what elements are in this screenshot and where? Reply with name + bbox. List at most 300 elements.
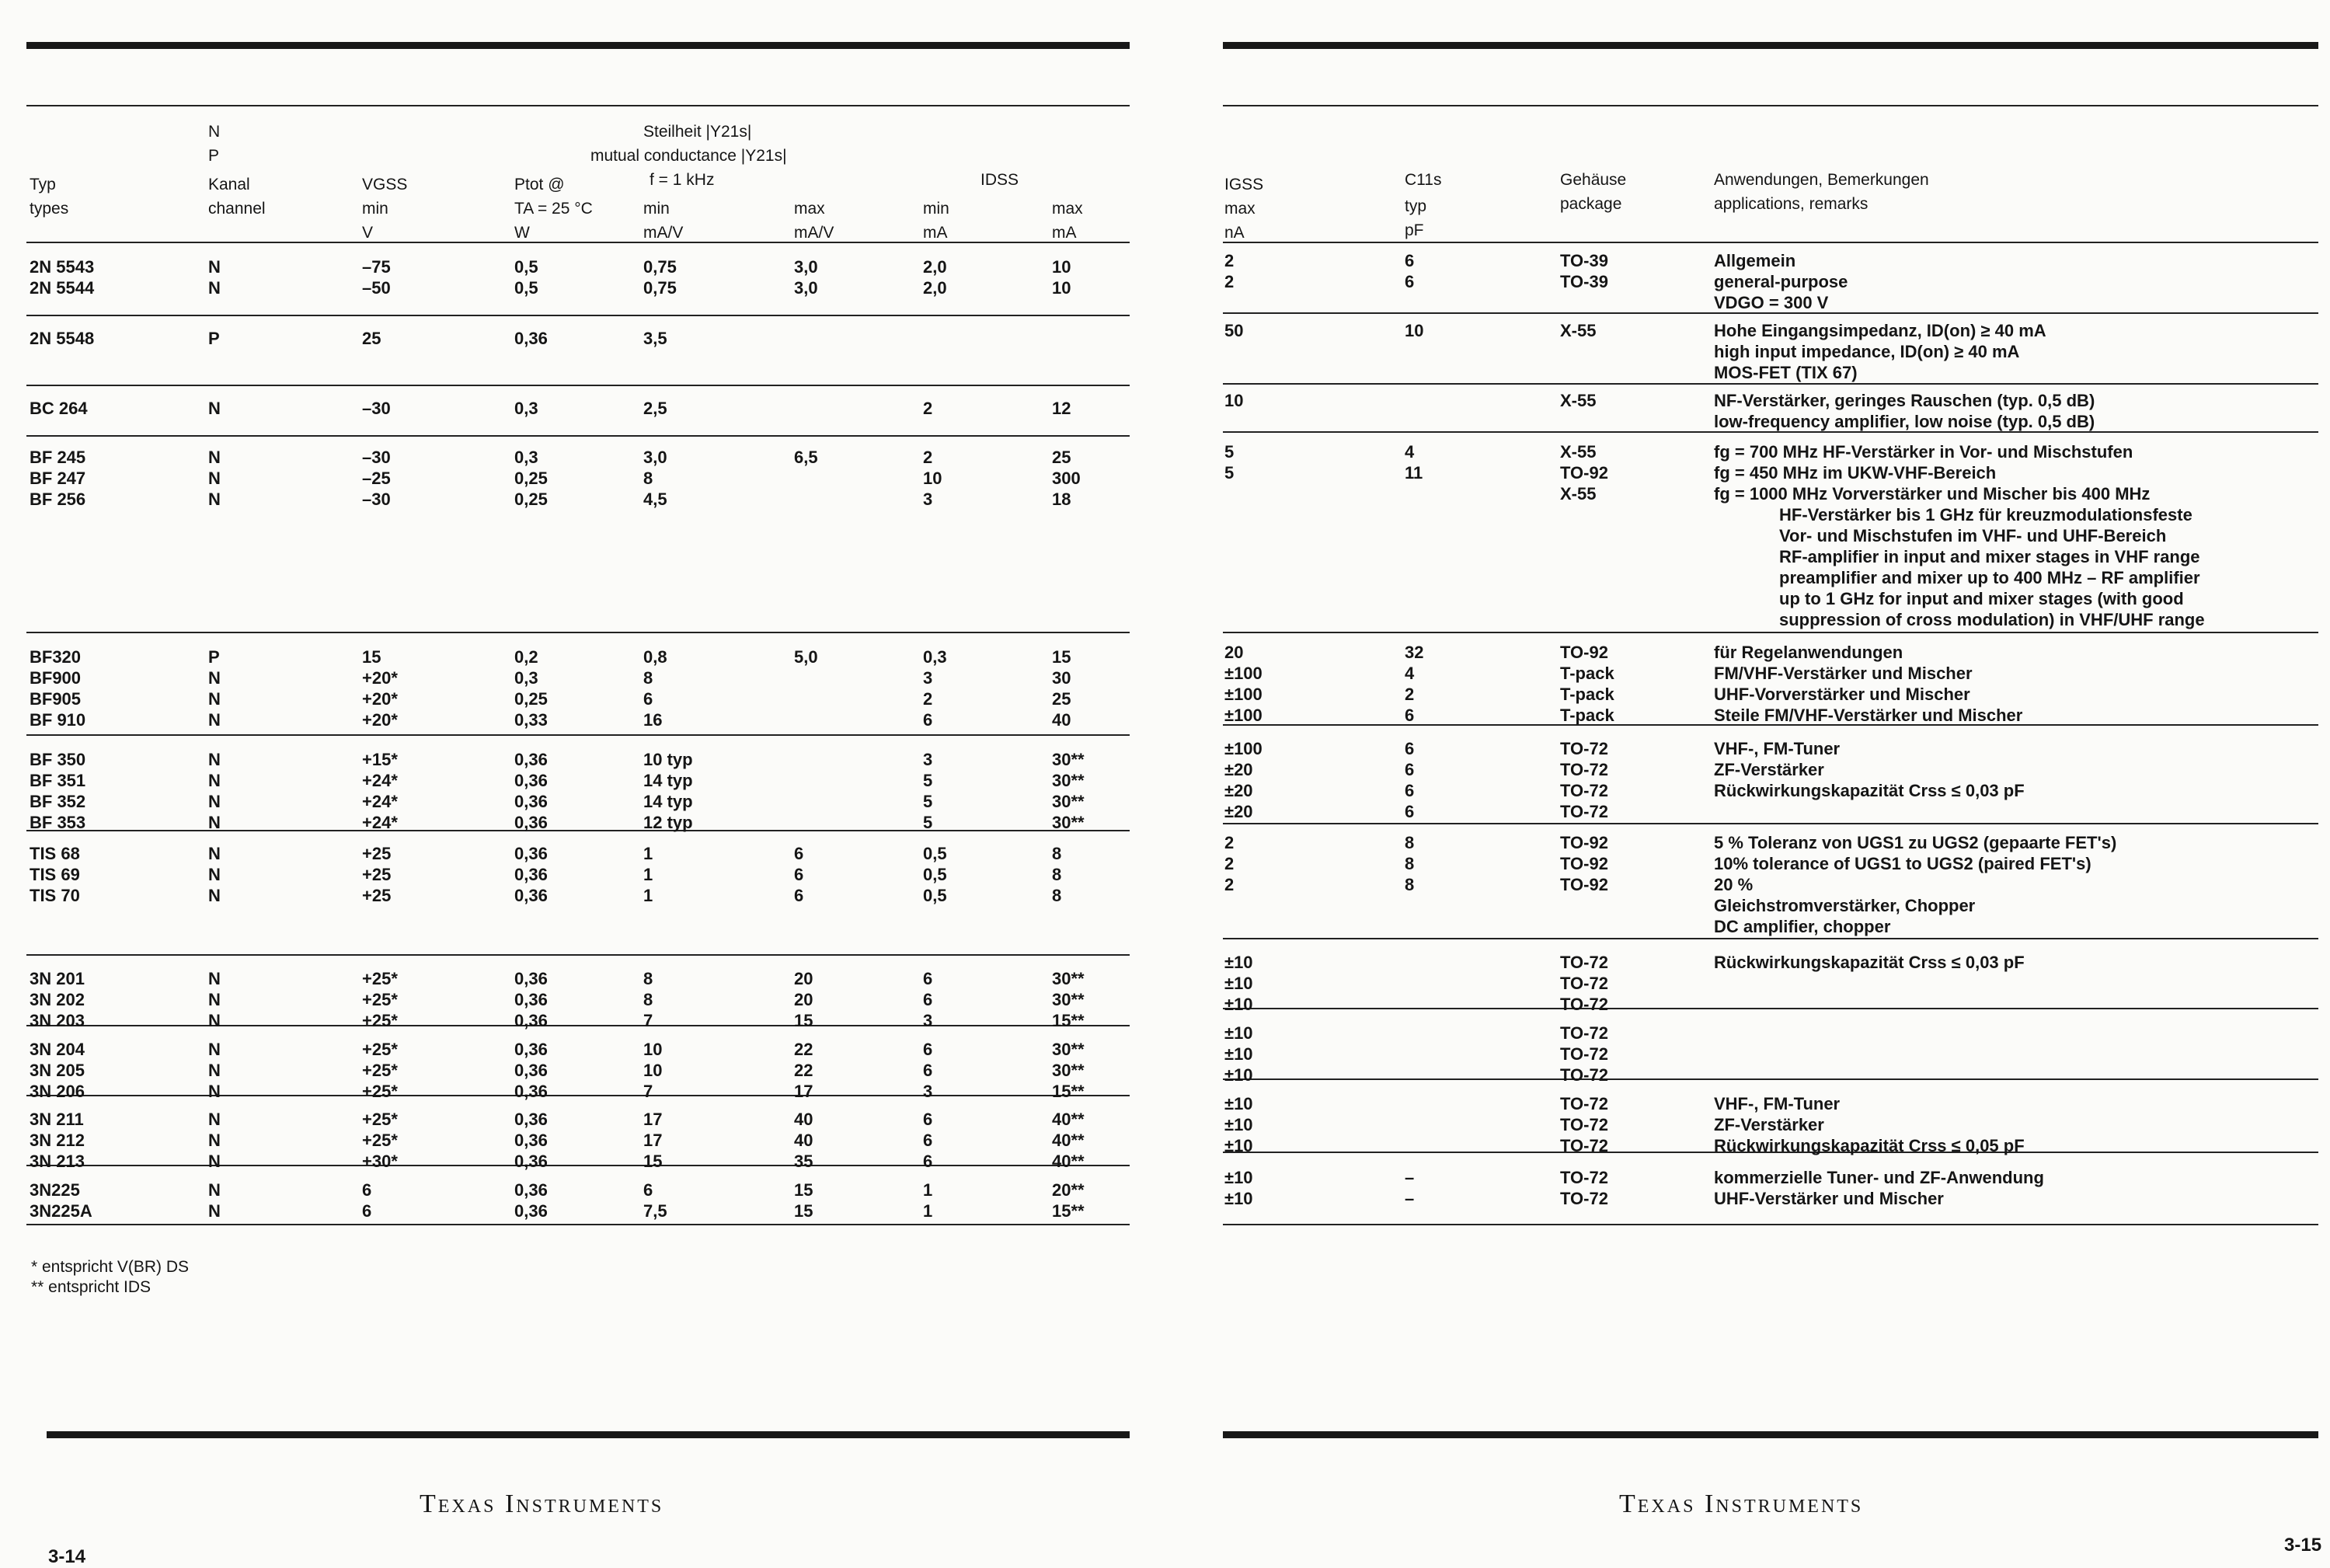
y21s-min-cell: 10 [643, 1061, 663, 1080]
vgss-cell: –50 [362, 278, 391, 298]
type-cell: 3N 202 [30, 990, 85, 1009]
header-y-max-unit: mA/V [794, 224, 834, 242]
igss-cell: ±10 [1224, 1168, 1253, 1187]
ptot-cell: 0,5 [514, 257, 538, 277]
idss-min-cell: 2,0 [923, 278, 947, 298]
y21s-max-cell: 6,5 [794, 448, 818, 467]
package-cell: TO-72 [1560, 760, 1608, 779]
header-freq: f = 1 kHz [650, 171, 715, 189]
type-cell: BC 264 [30, 399, 88, 418]
remarks-cell: ZF-Verstärker [1714, 760, 1824, 779]
header-kanal: Kanal [208, 176, 250, 193]
header-i-max: max [1052, 200, 1083, 218]
remarks-cell: preamplifier and mixer up to 400 MHz – RF amplifier [1779, 568, 2200, 587]
group-rule [26, 242, 1130, 243]
ptot-cell: 0,36 [514, 792, 548, 811]
idss-max-cell: 30** [1052, 792, 1085, 811]
c11s-cell: – [1405, 1168, 1415, 1187]
idss-max-cell: 15** [1052, 1082, 1085, 1101]
ptot-cell: 0,3 [514, 399, 538, 418]
igss-cell: 2 [1224, 833, 1235, 852]
y21s-min-cell: 3,0 [643, 448, 667, 467]
c11s-cell: 8 [1405, 854, 1415, 873]
y21s-min-cell: 0,75 [643, 278, 677, 298]
igss-cell: ±10 [1224, 1136, 1253, 1155]
y21s-max-cell: 6 [794, 886, 804, 905]
y21s-min-cell: 1 [643, 865, 653, 884]
header-applications: applications, remarks [1714, 195, 1869, 213]
channel-cell: N [208, 1152, 221, 1171]
y21s-max-cell: 40 [794, 1131, 813, 1150]
y21s-min-cell: 1 [643, 844, 653, 863]
idss-min-cell: 3 [923, 668, 933, 688]
remarks-cell: up to 1 GHz for input and mixer stages (with good [1779, 589, 2184, 608]
package-cell: TO-72 [1560, 1115, 1608, 1134]
idss-max-cell: 30** [1052, 813, 1085, 832]
idss-min-cell: 3 [923, 490, 933, 509]
remarks-cell: low-frequency amplifier, low noise (typ. 0,5 dB) [1714, 412, 2095, 431]
group-rule [1223, 1078, 2318, 1080]
bottom-bar [1223, 1431, 2318, 1438]
idss-min-cell: 3 [923, 1082, 933, 1101]
header-ta: TA = 25 °C [514, 200, 593, 218]
bottom-bar [47, 1431, 1130, 1438]
y21s-min-cell: 17 [643, 1131, 663, 1150]
igss-cell: ±10 [1224, 1065, 1253, 1085]
type-cell: 2N 5548 [30, 329, 95, 348]
y21s-min-cell: 14 typ [643, 771, 693, 790]
channel-cell: N [208, 969, 221, 988]
idss-max-cell: 30** [1052, 771, 1085, 790]
package-cell: TO-72 [1560, 1044, 1608, 1064]
header-ptot-unit: W [514, 224, 530, 242]
y21s-min-cell: 17 [643, 1110, 663, 1129]
remarks-cell: für Regelanwendungen [1714, 643, 1903, 662]
remarks-cell: 20 % [1714, 875, 1754, 894]
remarks-cell: fg = 450 MHz im UKW-VHF-Bereich [1714, 463, 1997, 483]
package-cell: X-55 [1560, 442, 1597, 462]
type-cell: 3N 204 [30, 1040, 85, 1059]
header-top-rule [1223, 105, 2318, 106]
igss-cell: ±20 [1224, 781, 1253, 800]
type-cell: 3N 213 [30, 1152, 85, 1171]
header-p: P [208, 147, 220, 165]
package-cell: TO-72 [1560, 1065, 1608, 1085]
vgss-cell: +25* [362, 969, 398, 988]
idss-min-cell: 6 [923, 1152, 933, 1171]
y21s-min-cell: 8 [643, 969, 653, 988]
type-cell: BF 350 [30, 750, 86, 769]
group-rule [26, 315, 1130, 316]
idss-min-cell: 0,5 [923, 844, 947, 863]
remarks-cell: HF-Verstärker bis 1 GHz für kreuzmodulationsfeste [1779, 505, 2192, 524]
vgss-cell: –30 [362, 490, 391, 509]
ptot-cell: 0,36 [514, 771, 548, 790]
idss-max-cell: 12 [1052, 399, 1071, 418]
remarks-cell: DC amplifier, chopper [1714, 917, 1891, 936]
group-rule [1223, 823, 2318, 824]
vgss-cell: 25 [362, 329, 381, 348]
group-rule [1223, 383, 2318, 385]
idss-min-cell: 6 [923, 969, 933, 988]
header-anwendungen: Anwendungen, Bemerkungen [1714, 171, 1929, 189]
package-cell: TO-92 [1560, 875, 1608, 894]
idss-min-cell: 2 [923, 399, 933, 418]
channel-cell: N [208, 1011, 221, 1030]
package-cell: TO-72 [1560, 1189, 1608, 1208]
igss-cell: ±20 [1224, 802, 1253, 821]
group-rule [26, 1025, 1130, 1026]
package-cell: TO-72 [1560, 802, 1608, 821]
footnote-1: * entspricht V(BR) DS [31, 1258, 190, 1276]
c11s-cell: 6 [1405, 251, 1415, 270]
type-cell: TIS 69 [30, 865, 80, 884]
header-package: package [1560, 195, 1622, 213]
ptot-cell: 0,36 [514, 1131, 548, 1150]
group-rule [26, 385, 1130, 386]
vgss-cell: –75 [362, 257, 391, 277]
header-i-max-unit: mA [1052, 224, 1077, 242]
package-cell: X-55 [1560, 484, 1597, 504]
type-cell: BF 256 [30, 490, 86, 509]
igss-cell: 2 [1224, 251, 1235, 270]
ptot-cell: 0,36 [514, 1201, 548, 1221]
type-cell: 2N 5543 [30, 257, 95, 277]
y21s-min-cell: 6 [643, 1180, 653, 1200]
type-cell: 3N 205 [30, 1061, 85, 1080]
idss-max-cell: 40 [1052, 710, 1071, 730]
idss-max-cell: 40** [1052, 1131, 1085, 1150]
idss-max-cell: 40** [1052, 1152, 1085, 1171]
group-rule [26, 632, 1130, 633]
package-cell: TO-72 [1560, 1023, 1608, 1043]
idss-min-cell: 5 [923, 792, 933, 811]
header-vgss: VGSS [362, 176, 408, 193]
channel-cell: N [208, 257, 221, 277]
vgss-cell: +25* [362, 1110, 398, 1129]
vgss-cell: +25* [362, 1131, 398, 1150]
idss-min-cell: 2,0 [923, 257, 947, 277]
ptot-cell: 0,36 [514, 1110, 548, 1129]
vgss-cell: +25* [362, 990, 398, 1009]
channel-cell: P [208, 647, 220, 667]
header-igss-max: max [1224, 200, 1256, 218]
header-y-min-unit: mA/V [643, 224, 684, 242]
package-cell: TO-72 [1560, 953, 1608, 972]
vgss-cell: +15* [362, 750, 398, 769]
y21s-min-cell: 2,5 [643, 399, 667, 418]
header-vgss-unit: V [362, 224, 374, 242]
group-rule [26, 1165, 1130, 1166]
channel-cell: N [208, 813, 221, 832]
remarks-cell: suppression of cross modulation) in VHF/UHF range [1779, 610, 2205, 629]
idss-max-cell: 25 [1052, 689, 1071, 709]
vgss-cell: +25* [362, 1040, 398, 1059]
ptot-cell: 0,25 [514, 689, 548, 709]
package-cell: TO-72 [1560, 1136, 1608, 1155]
channel-cell: N [208, 865, 221, 884]
header-c11s: C11s [1405, 171, 1442, 189]
ptot-cell: 0,33 [514, 710, 548, 730]
idss-max-cell: 25 [1052, 448, 1071, 467]
idss-max-cell: 30** [1052, 1061, 1085, 1080]
header-top-rule [26, 105, 1130, 106]
group-rule [1223, 632, 2318, 633]
idss-max-cell: 10 [1052, 257, 1071, 277]
y21s-max-cell: 3,0 [794, 257, 818, 277]
type-cell: BF 352 [30, 792, 86, 811]
type-cell: 3N225A [30, 1201, 92, 1221]
ptot-cell: 0,25 [514, 490, 548, 509]
remarks-cell: VHF-, FM-Tuner [1714, 1094, 1841, 1113]
idss-max-cell: 8 [1052, 865, 1062, 884]
c11s-cell: 6 [1405, 739, 1415, 758]
channel-cell: N [208, 1082, 221, 1101]
remarks-cell: fg = 700 MHz HF-Verstärker in Vor- und Mischstufen [1714, 442, 2133, 462]
package-cell: TO-72 [1560, 974, 1608, 993]
c11s-cell: 6 [1405, 802, 1415, 821]
ptot-cell: 0,36 [514, 886, 548, 905]
package-cell: TO-39 [1560, 251, 1608, 270]
y21s-max-cell: 40 [794, 1110, 813, 1129]
type-cell: BF 353 [30, 813, 86, 832]
vgss-cell: +24* [362, 792, 398, 811]
package-cell: TO-92 [1560, 463, 1608, 483]
igss-cell: ±100 [1224, 739, 1263, 758]
vgss-cell: –25 [362, 469, 391, 488]
ptot-cell: 0,36 [514, 865, 548, 884]
vgss-cell: +20* [362, 668, 398, 688]
package-cell: TO-92 [1560, 854, 1608, 873]
igss-cell: ±20 [1224, 760, 1253, 779]
idss-max-cell: 10 [1052, 278, 1071, 298]
vgss-cell: +25* [362, 1011, 398, 1030]
igss-cell: 5 [1224, 463, 1235, 483]
idss-max-cell: 8 [1052, 886, 1062, 905]
igss-cell: ±10 [1224, 1044, 1253, 1064]
type-cell: 3N 203 [30, 1011, 85, 1030]
remarks-cell: Steile FM/VHF-Verstärker und Mischer [1714, 706, 2023, 725]
idss-max-cell: 15** [1052, 1011, 1085, 1030]
ptot-cell: 0,25 [514, 469, 548, 488]
y21s-min-cell: 0,8 [643, 647, 667, 667]
channel-cell: N [208, 1131, 221, 1150]
ptot-cell: 0,36 [514, 990, 548, 1009]
type-cell: BF 247 [30, 469, 86, 488]
type-cell: TIS 68 [30, 844, 80, 863]
channel-cell: N [208, 1201, 221, 1221]
header-igss-unit: nA [1224, 224, 1245, 242]
group-rule [26, 734, 1130, 736]
type-cell: TIS 70 [30, 886, 80, 905]
type-cell: BF900 [30, 668, 82, 688]
vgss-cell: +20* [362, 710, 398, 730]
vgss-cell: +25* [362, 1082, 398, 1101]
brand-texas-instruments: Texas Instruments [420, 1490, 664, 1518]
group-rule [26, 954, 1130, 956]
header-typ: Typ [30, 176, 56, 193]
ptot-cell: 0,5 [514, 278, 538, 298]
package-cell: TO-92 [1560, 643, 1608, 662]
ptot-cell: 0,36 [514, 1180, 548, 1200]
group-rule [1223, 938, 2318, 939]
header-n: N [208, 123, 221, 141]
idss-max-cell: 40** [1052, 1110, 1085, 1129]
package-cell: T-pack [1560, 664, 1614, 683]
idss-max-cell: 30** [1052, 1040, 1085, 1059]
vgss-cell: +25 [362, 886, 392, 905]
group-rule [1223, 1224, 2318, 1225]
channel-cell: N [208, 886, 221, 905]
c11s-cell: 6 [1405, 781, 1415, 800]
y21s-max-cell: 3,0 [794, 278, 818, 298]
package-cell: X-55 [1560, 391, 1597, 410]
channel-cell: N [208, 689, 221, 709]
right-page [1212, 0, 2330, 1568]
package-cell: TO-39 [1560, 272, 1608, 291]
remarks-cell: kommerzielle Tuner- und ZF-Anwendung [1714, 1168, 2044, 1187]
remarks-cell: Vor- und Mischstufen im VHF- und UHF-Bereich [1779, 526, 2167, 545]
y21s-min-cell: 4,5 [643, 490, 667, 509]
group-rule [26, 1095, 1130, 1096]
c11s-cell: 6 [1405, 706, 1415, 725]
remarks-cell: Gleichstromverstärker, Chopper [1714, 896, 1976, 915]
idss-min-cell: 3 [923, 750, 933, 769]
vgss-cell: +25* [362, 1061, 398, 1080]
ptot-cell: 0,36 [514, 813, 548, 832]
header-igss: IGSS [1224, 176, 1264, 193]
y21s-min-cell: 16 [643, 710, 663, 730]
ptot-cell: 0,36 [514, 1082, 548, 1101]
group-rule [26, 1224, 1130, 1225]
c11s-cell: 11 [1405, 463, 1423, 483]
channel-cell: N [208, 771, 221, 790]
left-page [0, 0, 1150, 1568]
channel-cell: N [208, 844, 221, 863]
y21s-min-cell: 12 typ [643, 813, 693, 832]
idss-max-cell: 8 [1052, 844, 1062, 863]
c11s-cell: 8 [1405, 875, 1415, 894]
remarks-cell: Hohe Eingangsimpedanz, ID(on) ≥ 40 mA [1714, 321, 2046, 340]
c11s-cell: 6 [1405, 272, 1415, 291]
top-bar [26, 42, 1130, 49]
ptot-cell: 0,3 [514, 668, 538, 688]
header-channel: channel [208, 200, 266, 218]
channel-cell: N [208, 792, 221, 811]
remarks-cell: fg = 1000 MHz Vorverstärker und Mischer bis 400 MHz [1714, 484, 2151, 504]
ptot-cell: 0,2 [514, 647, 538, 667]
channel-cell: N [208, 490, 221, 509]
package-cell: TO-92 [1560, 833, 1608, 852]
idss-max-cell: 300 [1052, 469, 1081, 488]
igss-cell: ±100 [1224, 685, 1263, 704]
y21s-min-cell: 10 typ [643, 750, 693, 769]
header-y-min: min [643, 200, 670, 218]
remarks-cell: UHF-Verstärker und Mischer [1714, 1189, 1944, 1208]
y21s-max-cell: 35 [794, 1152, 813, 1171]
igss-cell: 2 [1224, 272, 1235, 291]
remarks-cell: UHF-Vorverstärker und Mischer [1714, 685, 1970, 704]
y21s-min-cell: 7 [643, 1082, 653, 1101]
y21s-min-cell: 10 [643, 1040, 663, 1059]
vgss-cell: +25 [362, 865, 392, 884]
idss-max-cell: 30** [1052, 990, 1085, 1009]
header-idss: IDSS [980, 171, 1019, 189]
channel-cell: N [208, 750, 221, 769]
idss-min-cell: 0,3 [923, 647, 947, 667]
header-y-max: max [794, 200, 825, 218]
igss-cell: ±10 [1224, 953, 1253, 972]
y21s-max-cell: 20 [794, 990, 813, 1009]
idss-min-cell: 6 [923, 1110, 933, 1129]
remarks-cell: 5 % Toleranz von UGS1 zu UGS2 (gepaarte FET's) [1714, 833, 2117, 852]
idss-min-cell: 6 [923, 1061, 933, 1080]
vgss-cell: –30 [362, 399, 391, 418]
remarks-cell: Rückwirkungskapazität Crss ≤ 0,03 pF [1714, 781, 2025, 800]
type-cell: BF 351 [30, 771, 86, 790]
remarks-cell: Allgemein [1714, 251, 1796, 270]
package-cell: TO-72 [1560, 781, 1608, 800]
channel-cell: N [208, 448, 221, 467]
type-cell: 3N 212 [30, 1131, 85, 1150]
footnote-2: ** entspricht IDS [31, 1278, 152, 1296]
header-mutual: mutual conductance |Y21s| [590, 147, 787, 165]
type-cell: BF320 [30, 647, 82, 667]
package-cell: TO-72 [1560, 1094, 1608, 1113]
page-number: 3-15 [2284, 1535, 2322, 1556]
y21s-min-cell: 6 [643, 689, 653, 709]
ptot-cell: 0,36 [514, 750, 548, 769]
remarks-cell: 10% tolerance of UGS1 to UGS2 (paired FET's) [1714, 854, 2091, 873]
remarks-cell: FM/VHF-Verstärker und Mischer [1714, 664, 1973, 683]
igss-cell: ±10 [1224, 1189, 1253, 1208]
remarks-cell: MOS-FET (TIX 67) [1714, 363, 1858, 382]
channel-cell: N [208, 668, 221, 688]
igss-cell: ±10 [1224, 1023, 1253, 1043]
channel-cell: N [208, 990, 221, 1009]
y21s-max-cell: 6 [794, 844, 804, 863]
remarks-cell: VDGO = 300 V [1714, 293, 1829, 312]
header-i-min-unit: mA [923, 224, 948, 242]
header-c11s-typ: typ [1405, 197, 1427, 215]
igss-cell: ±10 [1224, 1115, 1253, 1134]
type-cell: 3N 206 [30, 1082, 85, 1101]
header-vgss-min: min [362, 200, 388, 218]
ptot-cell: 0,36 [514, 969, 548, 988]
y21s-min-cell: 1 [643, 886, 653, 905]
c11s-cell: 4 [1405, 664, 1415, 683]
group-rule [26, 830, 1130, 831]
remarks-cell: high input impedance, ID(on) ≥ 40 mA [1714, 342, 2020, 361]
y21s-max-cell: 15 [794, 1180, 813, 1200]
c11s-cell: 32 [1405, 643, 1424, 662]
c11s-cell: 2 [1405, 685, 1415, 704]
package-cell: TO-72 [1560, 995, 1608, 1014]
c11s-cell: – [1405, 1189, 1415, 1208]
igss-cell: 5 [1224, 442, 1235, 462]
igss-cell: ±10 [1224, 974, 1253, 993]
idss-min-cell: 5 [923, 771, 933, 790]
ptot-cell: 0,36 [514, 329, 548, 348]
channel-cell: N [208, 278, 221, 298]
y21s-max-cell: 6 [794, 865, 804, 884]
y21s-min-cell: 14 typ [643, 792, 693, 811]
ptot-cell: 0,3 [514, 448, 538, 467]
header-c11s-unit: pF [1405, 221, 1424, 239]
y21s-min-cell: 8 [643, 668, 653, 688]
y21s-min-cell: 8 [643, 990, 653, 1009]
igss-cell: 20 [1224, 643, 1244, 662]
